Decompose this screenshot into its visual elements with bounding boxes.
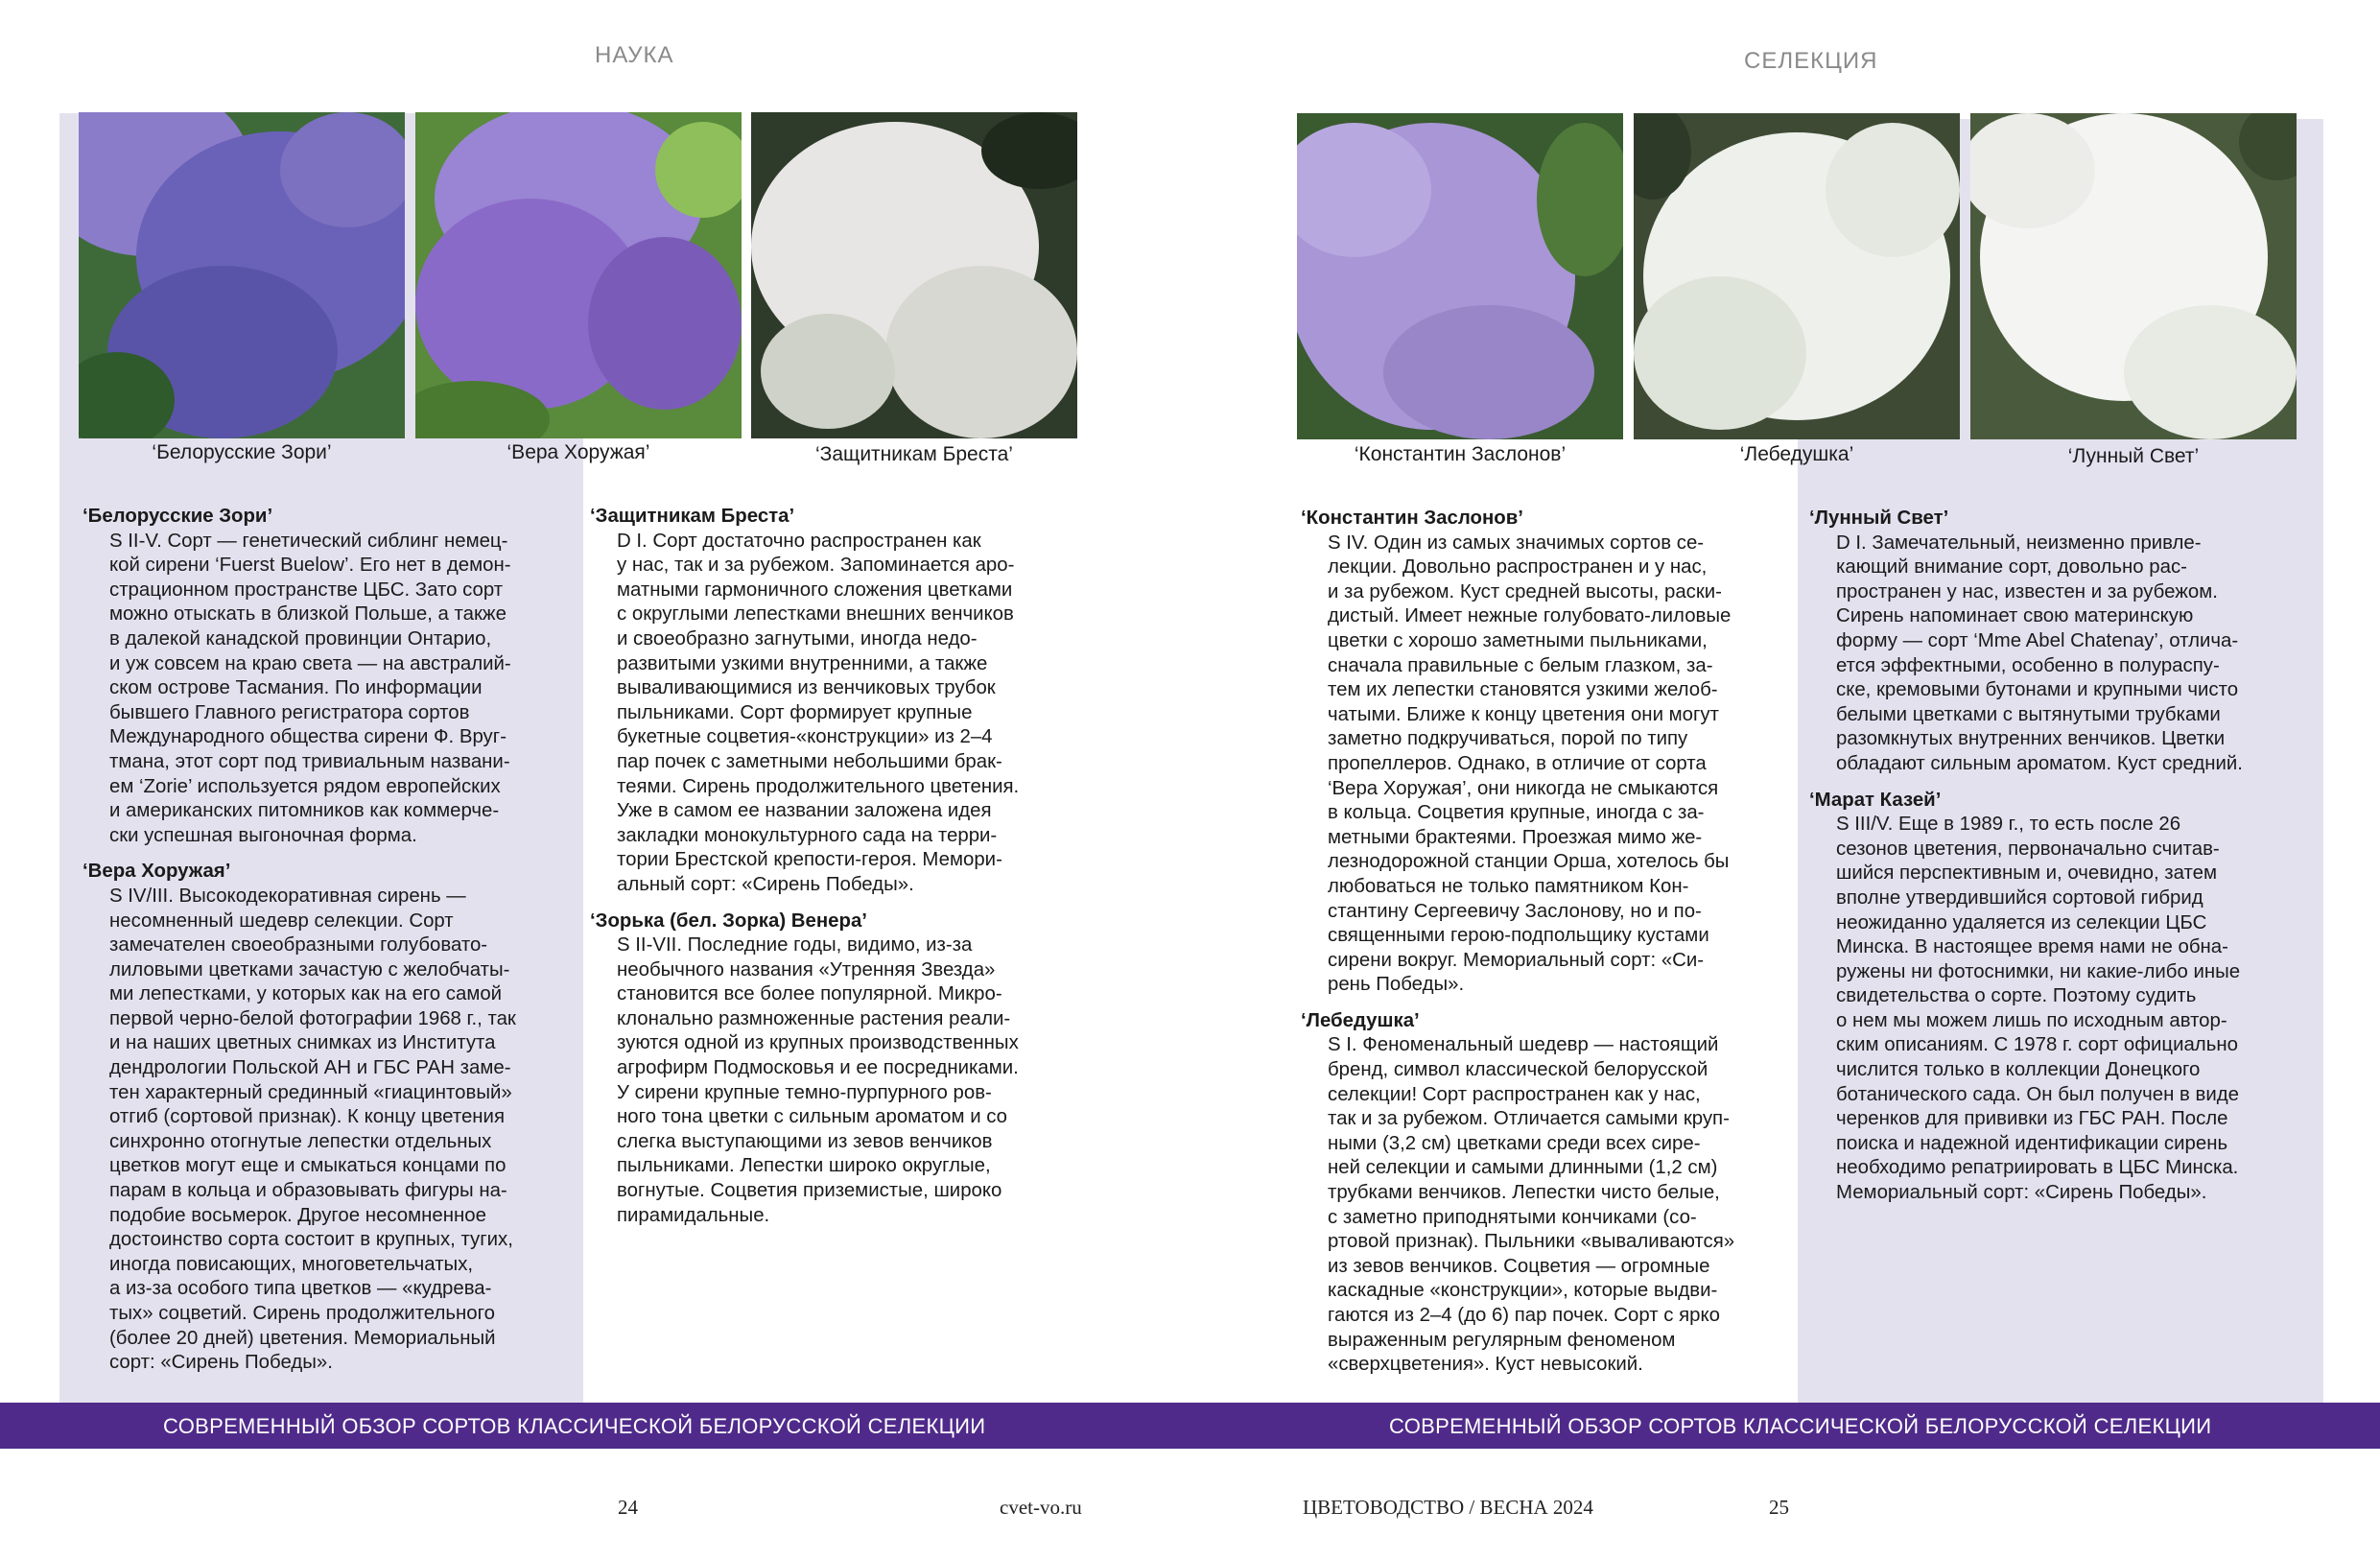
article-line: тем их лепестки становятся узкими желоб- (1328, 679, 1718, 701)
article-title: ‘Защитникам Бреста’ (590, 506, 795, 527)
article-line: с заметно приподнятыми кончиками (со- (1328, 1206, 1697, 1228)
article-line: в кольца. Соцветия крупные, иногда с за- (1328, 802, 1705, 824)
page-number-right: 25 (1769, 1496, 1789, 1519)
article-line: и американских питомников как коммерче- (109, 800, 500, 822)
article-line: пирамидальные. (617, 1204, 770, 1226)
article-line: D I. Сорт достаточно распространен как (617, 530, 981, 552)
article-line: сирени вокруг. Мемориальный сорт: «Си- (1328, 949, 1705, 971)
article-line: свидетельства о сорте. Поэтому судить (1836, 985, 2197, 1007)
photo-caption: ‘Константин Заслонов’ (1354, 443, 1567, 465)
article-line: агрофирм Подмосковья и ее посредниками. (617, 1057, 1019, 1079)
article-line: бренд, символ классической белорусской (1328, 1059, 1708, 1081)
article-line: пропеллеров. Однако, в отличие от сорта (1328, 752, 1707, 774)
article-line: так и за рубежом. Отличается самыми круп- (1328, 1108, 1730, 1130)
band-title-left: СОВРЕМЕННЫЙ ОБЗОР СОРТОВ КЛАССИЧЕСКОЙ БЕЛОРУССКОЙ СЕЛЕКЦИИ (163, 1414, 986, 1438)
article-line: и за рубежом. Куст средней высоты, раски- (1328, 580, 1722, 602)
lilac-white-photo-icon (1970, 113, 2297, 439)
article-line: парам в кольца и образовывать фигуры на- (109, 1180, 507, 1202)
article-line: бывшего Главного регистратора сортов (109, 701, 470, 723)
article-line: трубками венчиков. Лепестки чисто белые, (1328, 1182, 1720, 1204)
article-line: тен характерный срединный «гиацинтовый» (109, 1081, 512, 1103)
photo-konstantin-zaslonov (1297, 113, 1623, 439)
lilac-lilac-photo-icon (1297, 113, 1623, 439)
article-line: D I. Замечательный, неизменно привле- (1836, 531, 2202, 554)
article-line: ружены ни фотоснимки, ни какие-либо иные (1836, 960, 2241, 982)
article-line: S III/V. Еще в 1989 г., то есть после 26 (1836, 814, 2181, 836)
article-line: метными брактеями. Проезжая мимо же- (1328, 826, 1703, 848)
article-line: тых» соцветий. Сирень продолжительного (109, 1303, 495, 1324)
article-line: обладают сильным ароматом. Куст средний. (1836, 752, 2243, 774)
article-line: ем ‘Zorie’ используется рядом европейских (109, 775, 501, 797)
article-line: достоинство сорта состоит в крупных, тугих, (109, 1229, 513, 1251)
article-line: гаются из 2–4 (до 6) пар почек. Сорт с ярко (1328, 1305, 1720, 1326)
article-line: и своеобразно загнутыми, иногда недо- (617, 627, 978, 650)
article-line: белыми цветками с вытянутыми трубками (1836, 703, 2221, 725)
article-line: S II-V. Сорт — генетический сиблинг немец- (109, 530, 508, 552)
article-line: кающий внимание сорт, довольно рас- (1836, 556, 2187, 579)
lilac-white-photo-icon (751, 112, 1077, 438)
section-title-right: СЕЛЕКЦИЯ (1744, 48, 1878, 74)
article-line: тмана, этот сорт под тривиальным названи- (109, 750, 510, 772)
article-title: ‘Лебедушка’ (1301, 1009, 1420, 1031)
article-line: букетные соцветия-«конструкции» из 2–4 (617, 726, 993, 748)
article-line: подобие восьмерок. Другое несомненное (109, 1204, 486, 1226)
text-column-1 (82, 505, 581, 1387)
article-line: Мемориальный сорт: «Сирень Победы». (1836, 1182, 2207, 1204)
article-line: альный сорт: «Сирень Победы». (617, 873, 914, 895)
article-title: ‘Константин Заслонов’ (1301, 508, 1523, 529)
article-line: закладки монокультурного сада на терри- (617, 824, 998, 846)
article-line: каскадные «конструкции», которые выдви- (1328, 1280, 1718, 1302)
article-line: шийся перспективным и, очевидно, затем (1836, 862, 2217, 885)
article-body (1301, 1033, 1800, 1377)
article-line: ными (3,2 см) цветками среди всех сире- (1328, 1132, 1701, 1154)
article-line: «сверхцветения». Куст невысокий. (1328, 1354, 1643, 1376)
article-title: ‘Вера Хоружая’ (82, 861, 231, 883)
article-line: (более 20 дней) цветения. Мемориальный (109, 1327, 496, 1349)
article-line: вполне утвердившийся сортовой гибрид (1836, 886, 2203, 909)
text-column-3 (1301, 507, 1800, 1389)
article-line: числится только в коллекции Донецкого (1836, 1059, 2201, 1081)
article-line: S IV. Один из самых значимых сортов се- (1328, 531, 1705, 554)
article-line: Международного общества сирени Ф. Вруг- (109, 726, 507, 748)
article-line: лиловыми цветками зачастую с желобчаты- (109, 958, 510, 980)
article-line: дистый. Имеет нежные голубовато-лиловые (1328, 605, 1732, 627)
article-line: цветки с хорошо заметными пыльниками, (1328, 629, 1708, 651)
text-column-4 (1809, 507, 2327, 1217)
article-line: S I. Феноменальный шедевр — настоящий (1328, 1034, 1719, 1056)
article-line: Сирень напоминает свою материнскую (1836, 605, 2194, 627)
article-line: необычного названия «Утренняя Звезда» (617, 958, 996, 980)
article-line: и на наших цветных снимках из Института (109, 1032, 496, 1054)
article-line: ски успешная выгоночная форма. (109, 824, 417, 846)
article-line: из зевов венчиков. Соцветия — огромные (1328, 1255, 1710, 1277)
article-line: первой черно-белой фотографии 1968 г., так (109, 1007, 516, 1029)
article-line: теями. Сирень продолжительного цветения. (617, 775, 1020, 797)
photo-vera-khoruzhaya (415, 112, 742, 438)
article-line: ртовой признак). Пыльники «вываливаются» (1328, 1231, 1735, 1253)
band-title-right: СОВРЕМЕННЫЙ ОБЗОР СОРТОВ КЛАССИЧЕСКОЙ БЕЛОРУССКОЙ СЕЛЕКЦИИ (1389, 1414, 2212, 1438)
article-line: поиска и надежной идентификации сирень (1836, 1132, 2228, 1154)
page-number-left: 24 (618, 1496, 638, 1519)
article-line: S IV/III. Высокодекоративная сирень — (109, 885, 466, 907)
article-line: черенков для прививки из ГБС РАН. После (1836, 1108, 2228, 1130)
article-line: сезонов цветения, первоначально считав- (1836, 838, 2220, 860)
article-line: ским описаниям. С 1978 г. сорт официально (1836, 1034, 2238, 1056)
photo-caption: ‘Лебедушка’ (1739, 443, 1854, 465)
article-body (82, 885, 581, 1376)
article-line: ного тона цветки с сильным ароматом и со (617, 1106, 1008, 1128)
article-line: развитыми узкими внутренними, а также (617, 652, 988, 674)
article-line: Минска. В настоящее время нами не обна- (1836, 936, 2228, 958)
article-line: Уже в самом ее названии заложена идея (617, 800, 992, 822)
article-line: матными гармоничного сложения цветками (617, 579, 1013, 601)
article-title: ‘Марат Казей’ (1809, 789, 1942, 811)
article-line: и уж совсем на краю света — на австралий- (109, 652, 511, 674)
article-line: сорт: «Сирень Победы». (109, 1352, 333, 1374)
article-line: пыльниками. Сорт формирует крупные (617, 701, 973, 723)
article-line: несомненный шедевр селекции. Сорт (109, 909, 454, 932)
article-title: ‘Белорусские Зори’ (82, 506, 273, 527)
article-line: заметно подкручиваться, порой по типу (1328, 728, 1688, 750)
article-line: ском острове Тасмания. По информации (109, 677, 483, 699)
article-line: форму — сорт ‘Mme Abel Chatenay’, отлича- (1836, 629, 2239, 651)
article-line: вогнутые. Соцветия приземистые, широко (617, 1180, 1002, 1202)
article-line: кой сирени ‘Fuerst Buelow’. Его нет в демон- (109, 555, 511, 577)
article-line: чатыми. Ближе к концу цветения они могут (1328, 703, 1719, 725)
article-line: ске, кремовыми бутонами и крупными чисто (1836, 679, 2239, 701)
article-line: ботанического сада. Он был получен в виде (1836, 1083, 2239, 1105)
article-line: пар почек с заметными небольшими брак- (617, 750, 1002, 772)
article-line: пыльниками. Лепестки широко округлые, (617, 1155, 991, 1177)
article-line: зуются одной из крупных производственных (617, 1032, 1019, 1054)
article-body (1301, 531, 1800, 998)
lilac-purple-photo-icon (415, 112, 742, 438)
lilac-violet-photo-icon (79, 112, 405, 438)
article-line: а из-за особого типа цветков — «кудрева- (109, 1278, 492, 1300)
article-body (1809, 813, 2327, 1206)
photo-lebedushka (1634, 113, 1960, 439)
article-line: слегка выступающими из зевов венчиков (617, 1130, 993, 1152)
photo-caption: ‘Защитникам Бреста’ (815, 443, 1013, 465)
article-title: ‘Зорька (бел. Зорка) Венера’ (590, 909, 867, 932)
lilac-white-photo-icon (1634, 113, 1960, 439)
article-line: лекции. Довольно распространен и у нас, (1328, 556, 1708, 579)
article-line: о нем мы можем лишь по исходным автор- (1836, 1009, 2227, 1031)
article-line: стантину Сергеевичу Заслонову, но и по- (1328, 900, 1702, 922)
article-line: S II-VII. Последние годы, видимо, из-за (617, 934, 973, 957)
article-line: вываливающимися из венчиковых трубок (617, 677, 996, 699)
article-line: цветков могут еще и смыкаться концами по (109, 1155, 507, 1177)
article-line: с округлыми лепестками внешних венчиков (617, 603, 1014, 626)
article-line: выраженным регулярным феноменом (1328, 1329, 1676, 1351)
photo-caption: ‘Лунный Свет’ (2067, 445, 2200, 467)
text-column-2 (590, 505, 1089, 1240)
article-line: в далекой канадской провинции Онтарио, (109, 627, 492, 650)
magazine-issue: ЦВЕТОВОДСТВО / ВЕСНА 2024 (1303, 1496, 1593, 1519)
article-line: можно отыскать в близкой Польше, а также (109, 603, 507, 626)
article-body (82, 530, 581, 849)
article-line: разомкнутых внутренних венчиков. Цветки (1836, 728, 2226, 750)
article-line: иногда повисающих, многоветельчатых, (109, 1253, 474, 1275)
article-title: ‘Лунный Свет’ (1809, 508, 1949, 529)
article-line: ней селекции и самыми длинными (1,2 см) (1328, 1157, 1718, 1179)
article-line: пространен у нас, известен и за рубежом. (1836, 580, 2218, 602)
article-line: селекции! Сорт распространен как у нас, (1328, 1083, 1701, 1105)
article-line: У сирени крупные темно-пурпурного ров- (617, 1081, 992, 1103)
article-line: ется эффектными, особенно в полураспу- (1836, 654, 2220, 676)
photo-caption: ‘Белорусские Зори’ (152, 441, 332, 463)
article-line: рень Победы». (1328, 974, 1465, 996)
article-line: лезнодорожной станции Орша, хотелось бы (1328, 851, 1730, 873)
article-body (1809, 531, 2327, 777)
article-line: любоваться не только памятником Кон- (1328, 875, 1689, 897)
photo-lunnyi-svet (1970, 113, 2297, 439)
article-line: священными герою-подпольщику кустами (1328, 925, 1709, 947)
article-body (590, 530, 1089, 898)
section-title-left: НАУКА (595, 42, 674, 68)
article-body (590, 933, 1089, 1228)
article-line: синхронно отогнутые лепестки отдельных (109, 1130, 492, 1152)
article-line: отгиб (сортовой признак). К концу цветения (109, 1106, 505, 1128)
article-line: ‘Вера Хоружая’, они никогда не смыкаются (1328, 777, 1719, 799)
article-line: дендрологии Польской АН и ГБС РАН заме- (109, 1057, 511, 1079)
photo-zashchitnikam-bresta (751, 112, 1077, 438)
article-line: клонально размноженные растения реали- (617, 1007, 1011, 1029)
photo-caption: ‘Вера Хоружая’ (507, 441, 650, 463)
site-url: cvet-vo.ru (1000, 1496, 1082, 1519)
article-line: страционном пространстве ЦБС. Зато сорт (109, 579, 504, 601)
article-line: у нас, так и за рубежом. Запоминается аро- (617, 555, 1015, 577)
article-line: тории Брестской крепости-героя. Мемори- (617, 849, 1002, 871)
photo-belorusskie-zori (79, 112, 405, 438)
article-line: необходимо репатриировать в ЦБС Минска. (1836, 1157, 2239, 1179)
article-line: сначала правильные с белым глазком, за- (1328, 654, 1713, 676)
article-line: неожиданно удаляется из селекции ЦБС (1836, 911, 2207, 933)
article-line: замечателен своеобразными голубовато- (109, 934, 488, 957)
article-line: становится все более популярной. Микро- (617, 983, 1002, 1005)
article-line: ми лепестками, у которых как на его самой (109, 983, 503, 1005)
